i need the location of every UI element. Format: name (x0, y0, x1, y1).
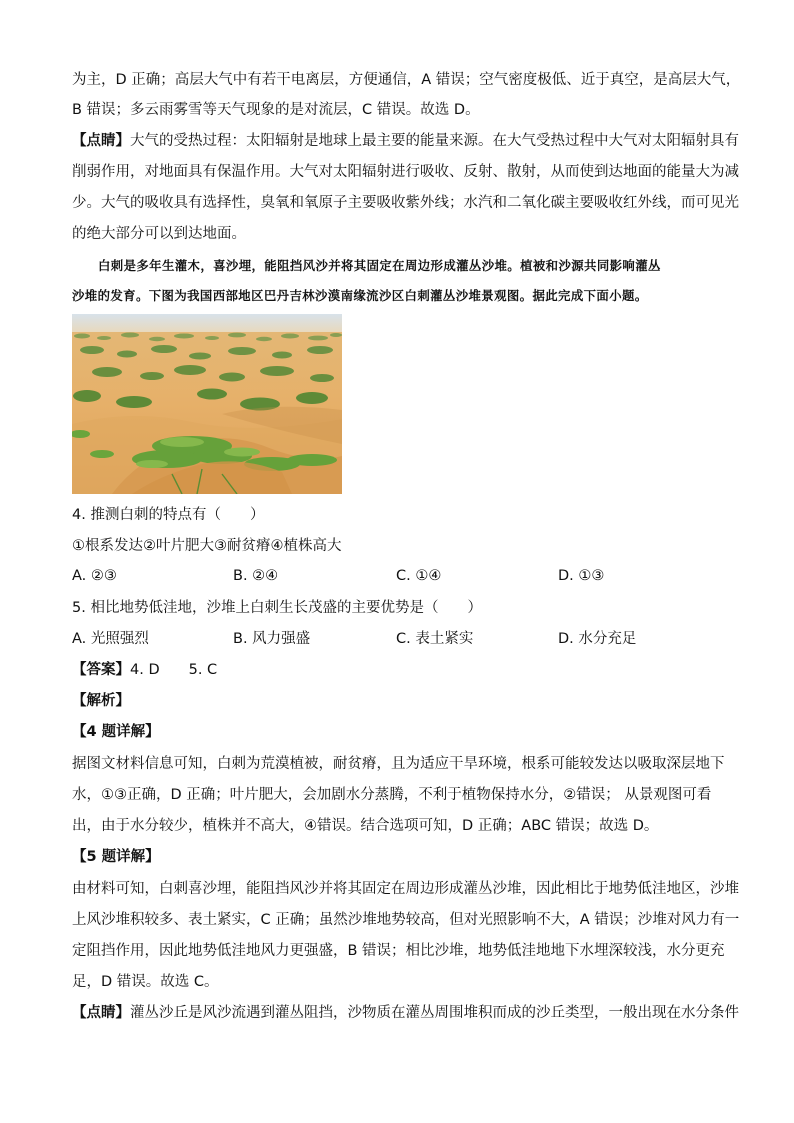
text-line: 少。大气的吸收具有选择性，臭氧和氧原子主要吸收紫外线；水汽和二氧化碳主要吸收红外线，而可见光 (72, 195, 739, 211)
option-d: D. ①③ (558, 568, 605, 584)
material-line: 白刺是多年生灌木，喜沙埋，能阻挡风沙并将其固定在周边形成灌丛沙堆。植被和沙源共同影响灌丛 (98, 258, 661, 273)
option-b: B. 风力强盛 (233, 631, 311, 647)
answer-line (72, 660, 217, 680)
text-line: 为主，D 正确；高层大气中有若干电离层，方便通信，A 错误；空气密度极低、近于真空，是高层大气， (72, 72, 741, 88)
material-line: 沙堆的发育。下图为我国西部地区巴丹吉林沙漠南缘流沙区白刺灌丛沙堆景观图。据此完成下面小题。 (72, 288, 648, 303)
option-b: B. ②④ (233, 568, 279, 584)
text-line: 足，D 错误。故选 C。 (72, 974, 219, 990)
question-5-stem: 5. 相比地势低洼地，沙堆上白刺生长茂盛的主要优势是（ ） (72, 600, 482, 616)
option-a: A. ②③ (72, 568, 117, 584)
option-d: D. 水分充足 (558, 631, 637, 647)
question-4-stem: 4. 推测白刺的特点有（ ） (72, 507, 265, 523)
text-line: 由材料可知，白刺喜沙埋，能阻挡风沙并将其固定在周边形成灌丛沙堆，因此相比于地势低洼地区，沙堆 (72, 881, 739, 897)
question-5-options (72, 629, 732, 649)
text-line: 定阻挡作用，因此地势低洼地风力更强盛，B 错误；相比沙堆，地势低洼地地下水埋深较浅，水分更充 (72, 943, 725, 959)
key-point-paragraph (72, 131, 739, 151)
text-line: 大气的受热过程：太阳辐射是地球上最主要的能量来源。在大气受热过程中大气对太阳辐射具有 (130, 133, 739, 149)
detail-5-heading: 【5 题详解】 (72, 849, 160, 865)
answer-text: 4. D 5. C (130, 662, 218, 678)
key-point-tag: 【点睛】 (72, 133, 130, 149)
text-line: 出，由于水分较少，植株并不高大，④错误。结合选项可知，D 正确；ABC 错误；故选 D。 (72, 818, 659, 834)
analysis-heading: 【解析】 (72, 693, 130, 709)
text-line: 削弱作用，对地面具有保温作用。大气对太阳辐射进行吸收、反射、散射，从而使到达地面的能量大为减 (72, 164, 739, 180)
option-c: C. ①④ (396, 568, 442, 584)
key-point-paragraph (72, 1003, 739, 1023)
question-4-items: ①根系发达②叶片肥大③耐贫瘠④植株高大 (72, 538, 342, 554)
answer-tag: 【答案】 (72, 662, 130, 678)
key-point-tag: 【点睛】 (72, 1005, 130, 1021)
text-line: 水，①③正确，D 正确；叶片肥大，会加剧水分蒸腾，不利于植物保持水分，②错误； 从景观图可看 (72, 787, 712, 803)
text-line: 的绝大部分可以到达地面。 (72, 226, 246, 242)
text-line: 据图文材料信息可知，白刺为荒漠植被，耐贫瘠，且为适应干旱环境，根系可能较发达以吸取深层地下 (72, 756, 725, 772)
text-line: 上风沙堆积较多、表土紧实，C 正确；虽然沙堆地势较高，但对光照影响不大，A 错误；沙堆对风力有一 (72, 912, 740, 928)
option-a: A. 光照强烈 (72, 631, 149, 647)
text-line: 灌丛沙丘是风沙流遇到灌丛阻挡，沙物质在灌丛周围堆积而成的沙丘类型，一般出现在水分条件 (130, 1005, 739, 1021)
text-line: B 错误；多云雨雾雪等天气现象的是对流层，C 错误。故选 D。 (72, 102, 480, 118)
question-4-options (72, 566, 732, 586)
desert-landscape-photo (72, 314, 342, 494)
detail-4-heading: 【4 题详解】 (72, 724, 160, 740)
option-c: C. 表土紧实 (396, 631, 474, 647)
